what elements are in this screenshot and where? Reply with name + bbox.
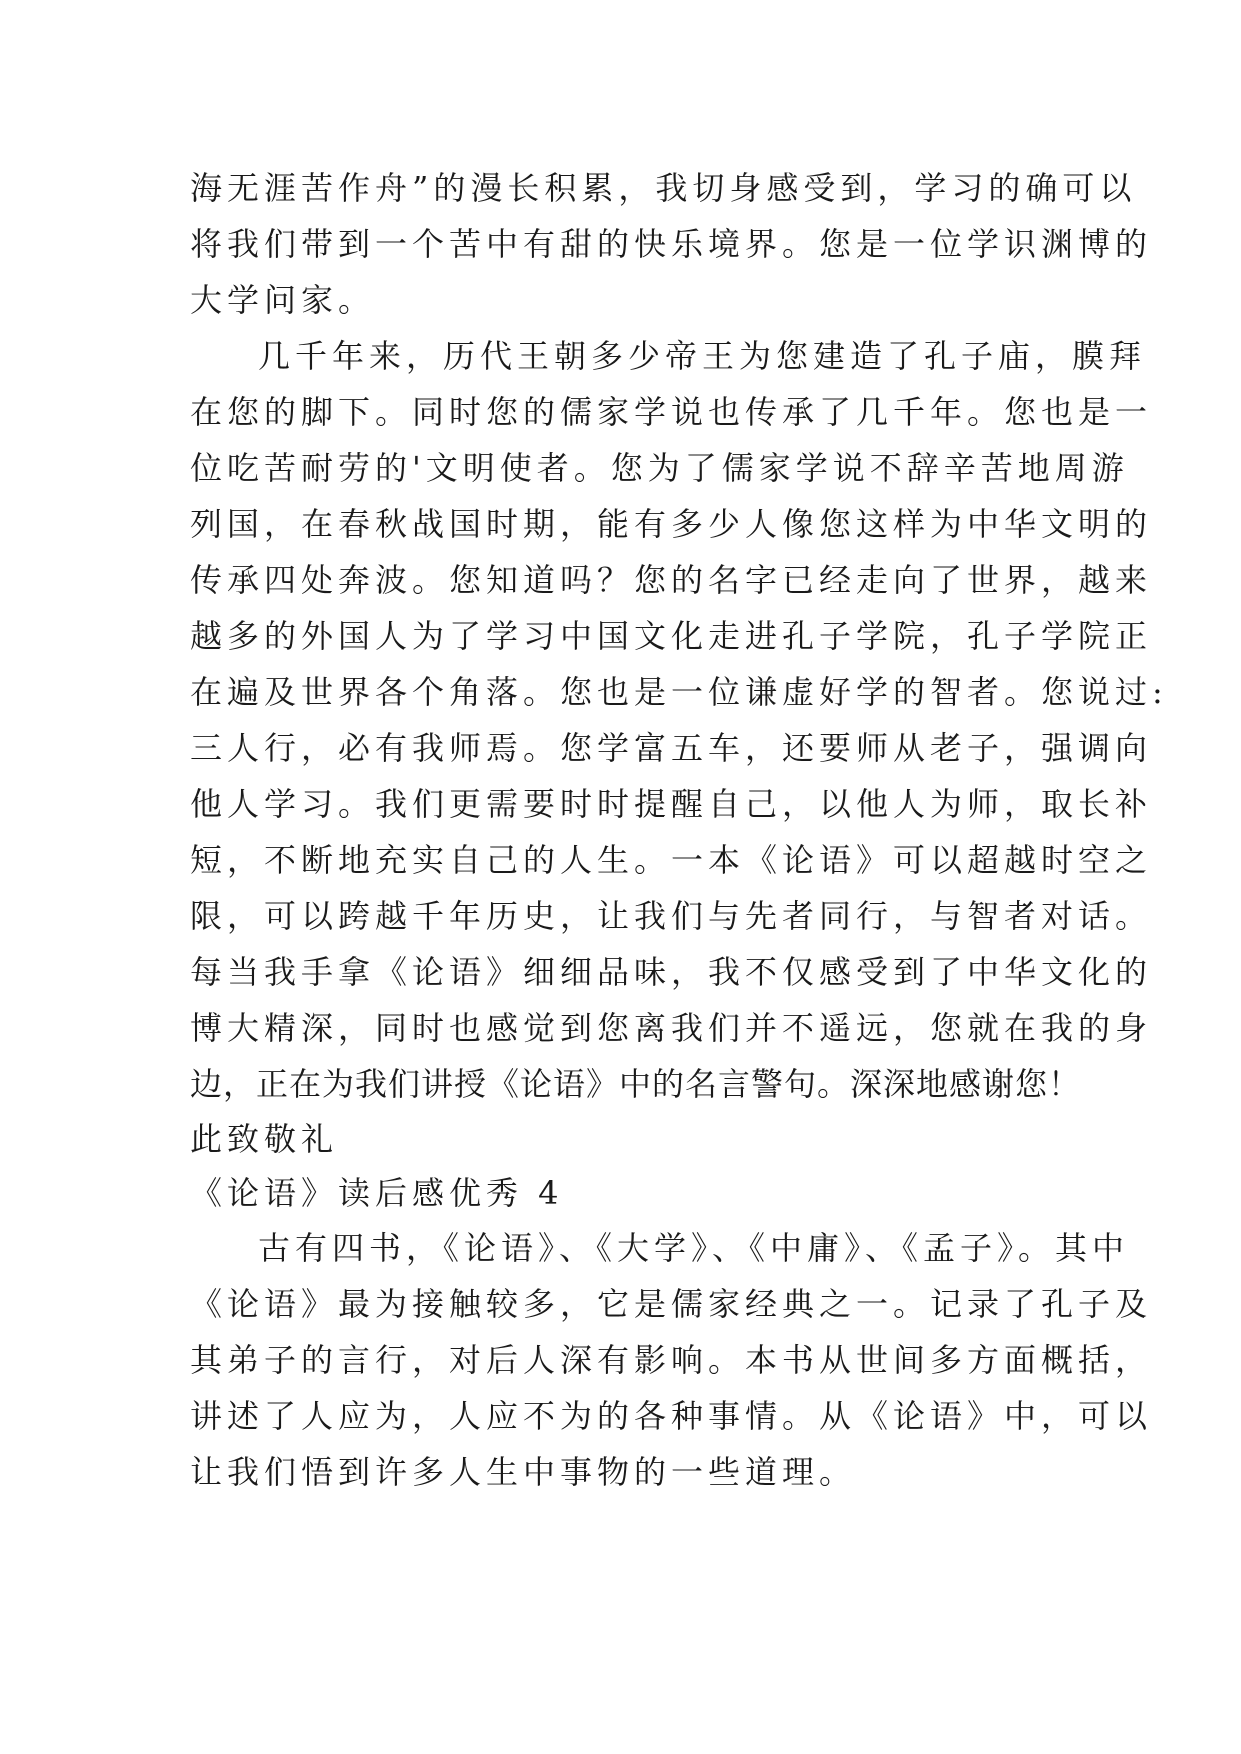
text-line: 三人行，必有我师焉。您学富五车，还要师从老子，强调向: [190, 729, 1153, 767]
text-line: 讲述了人应为，人应不为的各种事情。从《论语》中，可以: [190, 1397, 1153, 1435]
text-line: 限，可以跨越千年历史，让我们与先者同行，与智者对话。: [190, 897, 1153, 935]
text-line: 越多的外国人为了学习中国文化走进孔子学院，孔子学院正: [190, 617, 1153, 655]
text-line: 海无涯苦作舟”的漫长积累，我切身感受到，学习的确可以: [190, 169, 1137, 207]
text-line: 其弟子的言行，对后人深有影响。本书从世间多方面概括，: [190, 1341, 1153, 1379]
text-line: 位吃苦耐劳的'文明使者。您为了儒家学说不辞辛苦地周游: [190, 449, 1129, 487]
text-line: 在遍及世界各个角落。您也是一位谦虚好学的智者。您说过:: [190, 673, 1168, 711]
paragraph-start-line: 古有四书，《论语》、《大学》、《中庸》、《孟子》。其中: [258, 1229, 1130, 1267]
closing-salutation: 此致敬礼: [190, 1120, 339, 1158]
text-line: 每当我手拿《论语》细细品味，我不仅感受到了中华文化的: [190, 953, 1153, 991]
text-line: 短，不断地充实自己的人生。一本《论语》可以超越时空之: [190, 841, 1153, 879]
text-line: 在您的脚下。同时您的儒家学说也传承了几千年。您也是一: [190, 393, 1153, 431]
text-line: 边，正在为我们讲授《论语》中的名言警句。深深地感谢您！: [190, 1065, 1082, 1103]
section-heading: 《论语》读后感优秀 4: [190, 1174, 564, 1212]
document-body: [190, 160, 1168, 1500]
text-line: 传承四处奔波。您知道吗？您的名字已经走向了世界，越来: [190, 561, 1153, 599]
text-line: 《论语》最为接触较多，它是儒家经典之一。记录了孔子及: [190, 1285, 1153, 1323]
text-line: 博大精深，同时也感觉到您离我们并不遥远，您就在我的身: [190, 1009, 1153, 1047]
text-line: 让我们悟到许多人生中事物的一些道理。: [190, 1453, 857, 1491]
text-line: 列国，在春秋战国时期，能有多少人像您这样为中华文明的: [190, 505, 1153, 543]
text-line: 将我们带到一个苦中有甜的快乐境界。您是一位学识渊博的: [190, 225, 1153, 263]
text-line: 他人学习。我们更需要时时提醒自己，以他人为师，取长补: [190, 785, 1153, 823]
text-line: 大学问家。: [190, 281, 376, 319]
paragraph-start-line: 几千年来，历代王朝多少帝王为您建造了孔子庙，膜拜: [258, 337, 1147, 375]
